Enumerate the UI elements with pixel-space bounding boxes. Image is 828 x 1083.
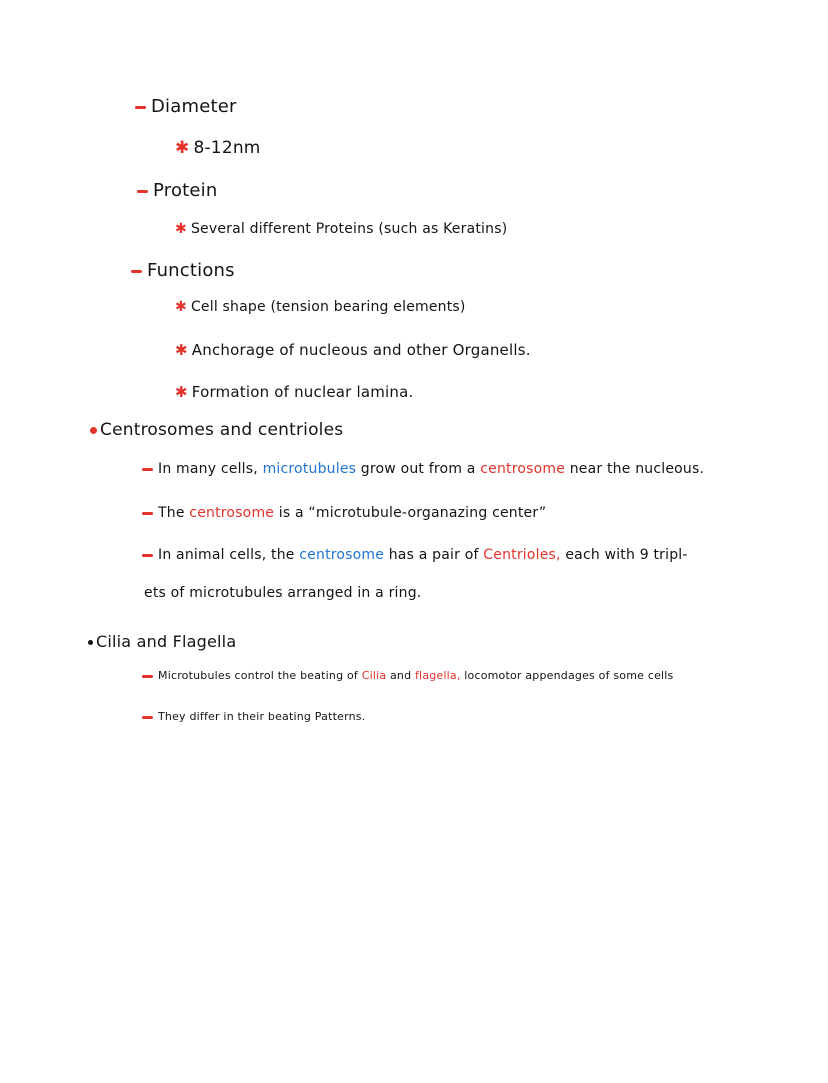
- highlight-centrosome: centrosome: [189, 505, 275, 521]
- text-run: They differ in their beating Patterns.: [158, 710, 366, 723]
- text-run: near the nucleous.: [569, 461, 705, 477]
- centrosome-line-3: [142, 548, 688, 562]
- text-run: ets of microtubules arranged in a ring.: [144, 585, 422, 601]
- dash-icon: [135, 106, 146, 109]
- highlight-centrioles: Centrioles,: [483, 547, 561, 563]
- text-run: In animal cells, the: [158, 547, 295, 563]
- bullet-icon: [90, 427, 97, 434]
- protein-value-line: [175, 222, 507, 236]
- asterisk-icon: ✱: [175, 299, 187, 315]
- function-item: [175, 300, 466, 314]
- dash-icon: [142, 512, 153, 515]
- dash-icon: [137, 190, 148, 193]
- cilia-line-1: [142, 670, 673, 681]
- text-run: In many cells,: [158, 461, 258, 477]
- function-item: [175, 385, 413, 400]
- text-run: Microtubules control the beating of: [158, 669, 358, 682]
- bullet-icon: [88, 640, 93, 645]
- text-run: locomotor appendages of some cells: [464, 669, 674, 682]
- text-run: is a “microtubule-organazing center”: [278, 505, 547, 521]
- highlight-microtubules: microtubules: [262, 461, 357, 477]
- highlight-cilia: Cilia: [361, 669, 387, 682]
- centrosomes-heading: Centrosomes and centrioles: [100, 420, 344, 440]
- dash-icon: [142, 675, 153, 678]
- asterisk-icon: ✱: [175, 221, 187, 237]
- centrosome-line-1: [142, 462, 704, 476]
- diameter-label: Diameter: [151, 96, 237, 117]
- text-run: and: [389, 669, 412, 682]
- asterisk-icon: ✱: [175, 138, 190, 158]
- centrosome-line-3-cont: [144, 586, 421, 600]
- text-run: The: [158, 505, 185, 521]
- diameter-label-line: [135, 98, 237, 116]
- protein-label-line: [137, 182, 218, 200]
- highlight-flagella: flagella,: [414, 669, 461, 682]
- highlight-centrosome: centrosome: [480, 461, 566, 477]
- function-text: Anchorage of nucleous and other Organells.: [191, 341, 531, 359]
- functions-label: Functions: [147, 260, 235, 281]
- centrosome-line-2: [142, 506, 546, 520]
- text-run: each with 9 tripl-: [565, 547, 688, 563]
- functions-label-line: [131, 262, 235, 280]
- cilia-line-2: [142, 711, 365, 722]
- asterisk-icon: ✱: [175, 383, 188, 401]
- cilia-heading-line: [88, 634, 236, 650]
- dash-icon: [131, 270, 142, 273]
- protein-label: Protein: [153, 180, 218, 201]
- function-item: [175, 343, 531, 358]
- highlight-centrosome: centrosome: [299, 547, 385, 563]
- dash-icon: [142, 554, 153, 557]
- text-run: grow out from a: [360, 461, 476, 477]
- diameter-value: 8-12nm: [193, 138, 261, 158]
- dash-icon: [142, 716, 153, 719]
- function-text: Formation of nuclear lamina.: [191, 383, 414, 401]
- text-run: has a pair of: [388, 547, 479, 563]
- cilia-heading: Cilia and Flagella: [96, 632, 237, 651]
- function-text: Cell shape (tension bearing elements): [190, 299, 466, 315]
- diameter-value-line: [175, 140, 261, 157]
- asterisk-icon: ✱: [175, 341, 188, 359]
- centrosomes-heading-line: [90, 422, 343, 439]
- dash-icon: [142, 468, 153, 471]
- protein-value: Several different Proteins (such as Keratins): [190, 221, 508, 237]
